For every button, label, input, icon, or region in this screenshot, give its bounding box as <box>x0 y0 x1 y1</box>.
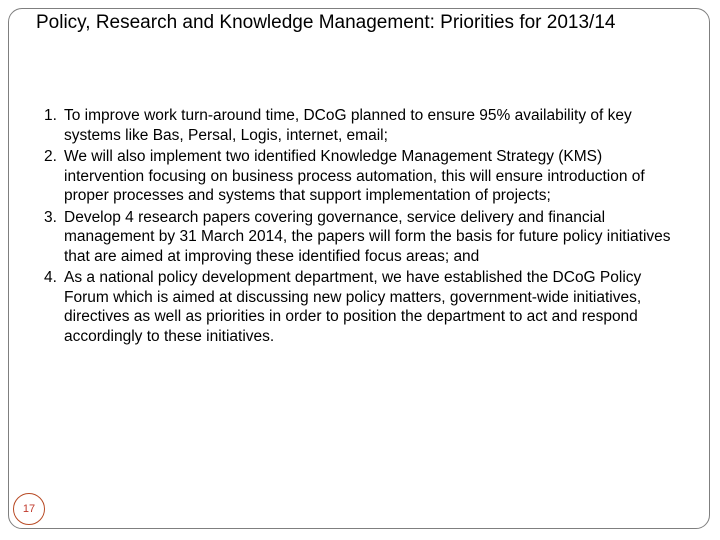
list-item-number: 4. <box>44 269 57 286</box>
list-item <box>44 106 684 145</box>
list-item <box>44 268 684 346</box>
list-item <box>44 147 684 206</box>
list-item-number: 2. <box>44 148 57 165</box>
list-item-text: To improve work turn-around time, DCoG planned to ensure 95% availability of key systems like Bas, Persal, Logis, internet, email; <box>64 107 632 144</box>
list-item-text: Develop 4 research papers covering governance, service delivery and financial management by 31 March 2014, the papers will form the basis for future policy initiatives that are aimed at improving these identified focus areas; and <box>64 208 671 265</box>
list-item-text: As a national policy development department, we have established the DCoG Policy Forum which is aimed at discussing new policy matters, government-wide initiatives, directives as well as priorities in order to position the department to act and respond accordingly to these initiatives. <box>64 269 642 345</box>
list-item-text: We will also implement two identified Knowledge Management Strategy (KMS) intervention focusing on business process automation, this will ensure introduction of proper processes and systems that support implementation of projects; <box>64 148 645 204</box>
page-number-badge: 17 <box>13 493 45 525</box>
list-item-number: 1. <box>44 107 57 124</box>
slide-title: Policy, Research and Knowledge Management: Priorities for 2013/14 <box>36 12 616 33</box>
priorities-list <box>44 106 684 348</box>
list-item <box>44 208 684 267</box>
list-item-number: 3. <box>44 208 57 226</box>
